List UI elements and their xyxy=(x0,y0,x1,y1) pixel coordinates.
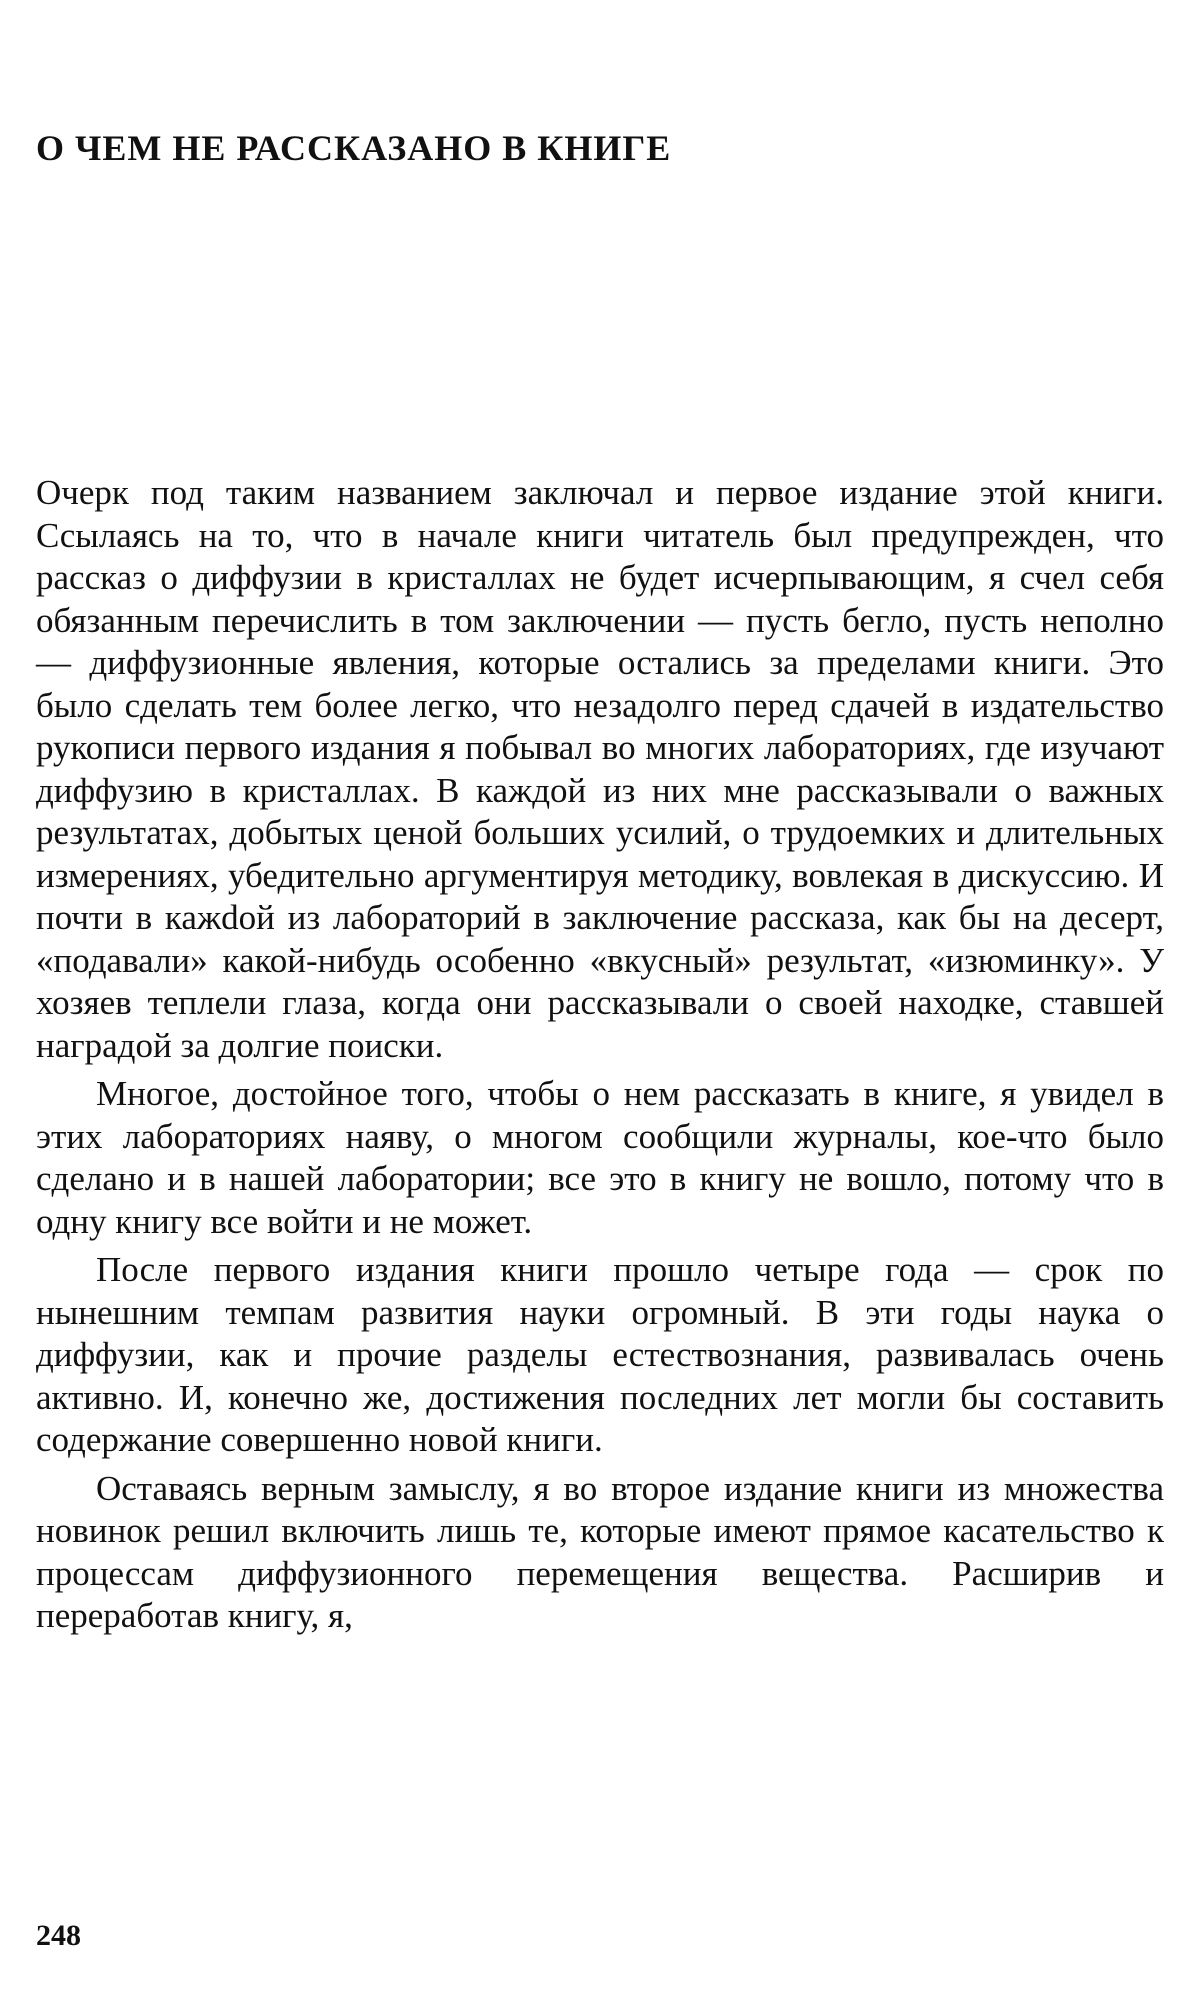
paragraph-2: Многое, достойное того, чтобы о нем рассказать в книге, я увидел в этих лабораториях наяву, о многом сообщили журналы, кое-что было сделано и в нашей лаборатории; все это в книгу не вошло, потому что в одну книгу все войти и не может. xyxy=(36,1074,1164,1241)
paragraph-4: Оставаясь верным замыслу, я во второе издание книги из множества новинок решил включить лишь те, которые имеют прямое касательство к процессам диффузионного перемещения вещества. Расширив и переработав книгу, я, xyxy=(36,1468,1164,1635)
chapter-title: О ЧЕМ НЕ РАССКАЗАНО В КНИГЕ xyxy=(36,128,672,168)
body-text xyxy=(36,472,1164,1638)
page-number: 248 xyxy=(36,1919,81,1952)
paragraph-1: Очерк под таким названием заключал и первое издание этой книги. Ссылаясь на то, что в начале книги читатель был предупрежден, что рассказ о диффузии в кристаллах не будет исчерпывающим, я счел себя обязанным перечислить в том заключении — пусть бегло, пусть неполно — диффузионные явления, которые остались за пределами книги. Это было сделать тем более легко, что незадолго перед сдачей в издательство рукописи первого издания я побывал во многих лабораториях, где изучают диффузию в кристаллах. В каждой из них мне рассказывали о важных результатах, добытых ценой больших усилий, о трудоемких и длительных измерениях, убедительно аргументируя методику, вовлекая в дискуссию. И почти в кажdой из лабораторий в заключение рассказа, как бы на десерт, «подавали» какой-нибудь особенно «вкусный» результат, «изюминку». У хозяев теплели глаза, когда они рассказывали о своей находке, ставшей наградой за долгие поиски. xyxy=(36,473,1164,1065)
paragraph-3: После первого издания книги прошло четыре года — срок по нынешним темпам развития науки огромный. В эти годы наука о диффузии, как и прочие разделы естествознания, развивалась очень активно. И, конечно же, достижения последних лет могли бы составить содержание совершенно новой книги. xyxy=(36,1250,1164,1459)
